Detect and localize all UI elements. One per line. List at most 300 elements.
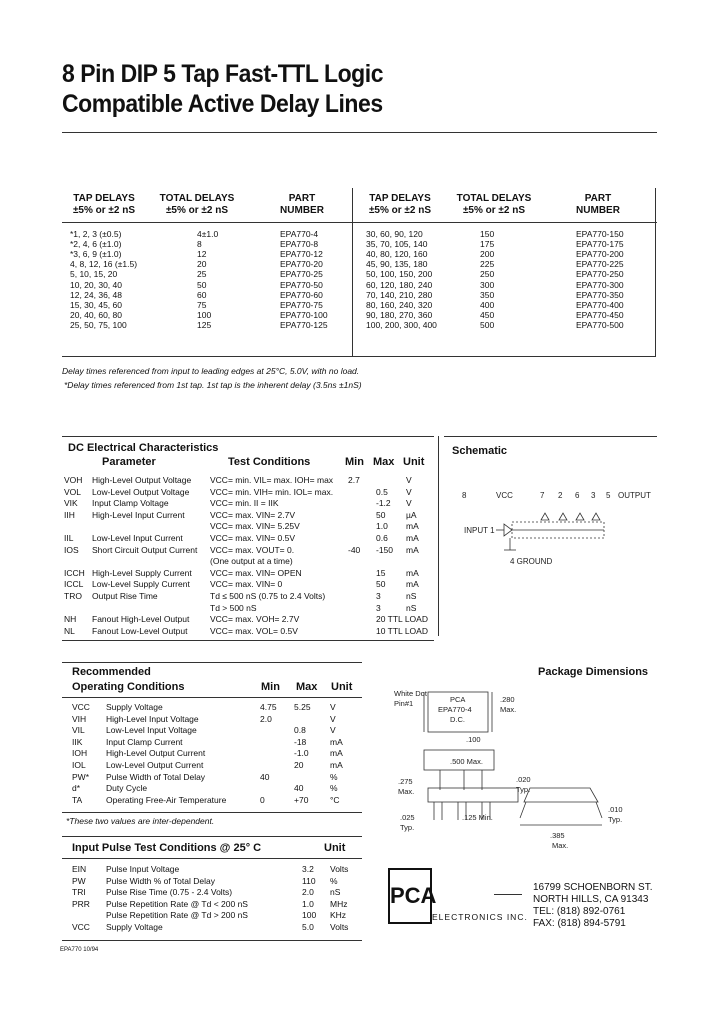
schematic-input-label: INPUT 1 bbox=[464, 526, 495, 535]
rec-row bbox=[62, 725, 362, 736]
package-dim-010: .010 bbox=[608, 805, 623, 814]
rec-parameter: Duty Cycle bbox=[106, 783, 148, 794]
delay-part: EPA770-500 bbox=[576, 319, 624, 330]
pulse-parameter: Pulse Repetition Rate @ Td < 200 nS bbox=[106, 898, 248, 909]
rec-unit: mA bbox=[330, 760, 343, 770]
package-dim-275-max: Max. bbox=[398, 787, 415, 796]
delay-row bbox=[356, 239, 646, 249]
dc-max: 1.0 bbox=[376, 521, 388, 532]
schematic-ground-label: 4 GROUND bbox=[510, 557, 553, 566]
dc-condition: VCC= min. VIL= max. IOH= max bbox=[210, 475, 334, 485]
delay-row bbox=[62, 259, 352, 269]
dc-symbol: NH bbox=[64, 614, 77, 625]
package-dim-385-max: Max. bbox=[552, 841, 569, 850]
delay-note-1: Delay times referenced from input to leading edges at 25°C, 5.0V, with no load. bbox=[62, 366, 360, 376]
delay-row bbox=[356, 269, 646, 279]
title-line-1: 8 Pin DIP 5 Tap Fast-TTL Logic bbox=[62, 60, 384, 88]
rec-unit: V bbox=[330, 725, 336, 736]
dc-header-max: Max bbox=[373, 456, 395, 468]
pulse-header-rule bbox=[62, 858, 362, 859]
delay-total: 25 bbox=[197, 269, 207, 280]
delay-row bbox=[356, 310, 646, 320]
pulse-symbol: PW bbox=[72, 875, 86, 886]
pulse-row bbox=[62, 922, 362, 933]
delay-tap: 50, 100, 150, 200 bbox=[366, 269, 433, 280]
rec-header-rule bbox=[62, 697, 362, 698]
delay-row bbox=[356, 320, 646, 330]
delay-tap: *3, 6, 9 (±1.0) bbox=[70, 249, 122, 260]
delay-row bbox=[62, 239, 352, 249]
delay-total: 60 bbox=[197, 289, 207, 300]
rec-row bbox=[62, 772, 362, 783]
rec-row bbox=[62, 714, 362, 725]
pulse-parameter: Pulse Width % of Total Delay bbox=[106, 875, 215, 886]
dc-schematic-divider bbox=[438, 436, 439, 636]
delay-total: 250 bbox=[480, 269, 495, 280]
dc-parameter: Fanout Low-Level Output bbox=[92, 625, 188, 636]
delay-total: 350 bbox=[480, 289, 495, 300]
dc-row bbox=[62, 545, 438, 556]
pulse-value: 100 bbox=[302, 910, 317, 921]
dc-row bbox=[62, 487, 438, 498]
dc-condition: VCC= max. VIN= 2.7V bbox=[210, 509, 296, 520]
delay-header-rule bbox=[62, 222, 657, 223]
package-dim-500: .500 Max. bbox=[450, 757, 483, 766]
dc-symbol: ICCH bbox=[64, 567, 85, 578]
company-address bbox=[533, 882, 653, 930]
rec-row bbox=[62, 795, 362, 806]
delay-tap: 80, 160, 240, 320 bbox=[366, 299, 433, 310]
pulse-value: 110 bbox=[302, 875, 316, 886]
schematic-pin-5: 5 bbox=[606, 491, 611, 500]
package-dim-385: .385 bbox=[550, 831, 565, 840]
dc-condition: Td > 500 nS bbox=[210, 602, 257, 613]
delay-tap: 90, 180, 270, 360 bbox=[366, 309, 433, 320]
pulse-row bbox=[62, 876, 362, 887]
dc-condition: VCC= max. VOL= 0.5V bbox=[210, 625, 298, 636]
delay-total: 450 bbox=[480, 309, 495, 320]
rec-max: -18 bbox=[294, 736, 307, 747]
dc-unit: nS bbox=[406, 602, 417, 613]
rec-max: 0.8 bbox=[294, 725, 306, 736]
delay-row bbox=[356, 300, 646, 310]
rec-unit: mA bbox=[330, 748, 343, 759]
delay-total: 175 bbox=[480, 239, 495, 250]
pulse-unit: KHz bbox=[330, 910, 347, 921]
rec-parameter: Low-Level Input Voltage bbox=[106, 725, 197, 736]
rec-max: 5.25 bbox=[294, 702, 311, 712]
delay-tap: 40, 80, 120, 160 bbox=[366, 249, 428, 260]
delay-row bbox=[62, 229, 352, 239]
rec-unit: % bbox=[330, 783, 338, 794]
rec-min: 4.75 bbox=[260, 702, 277, 712]
pulse-unit: Volts bbox=[330, 864, 349, 874]
dc-parameter: High-Level Input Current bbox=[92, 509, 185, 520]
delay-part: EPA770-20 bbox=[280, 259, 323, 270]
dc-unit: V bbox=[406, 498, 412, 509]
delay-row bbox=[62, 290, 352, 300]
pulse-row bbox=[62, 864, 362, 875]
dc-symbol: VOH bbox=[64, 475, 83, 485]
rec-min: 40 bbox=[260, 771, 270, 782]
dc-symbol: IOS bbox=[64, 544, 79, 555]
header-total-delays-right: TOTAL DELAYS ±5% or ±2 nS bbox=[456, 193, 532, 216]
rec-max: +70 bbox=[294, 794, 309, 805]
company-address-2: NORTH HILLS, CA 91343 bbox=[533, 894, 649, 905]
package-dim-275: .275 bbox=[398, 777, 413, 786]
schematic-top-rule bbox=[444, 436, 657, 437]
dc-condition: VCC= max. VOH= 2.7V bbox=[210, 614, 300, 625]
schematic-pin-vcc: VCC bbox=[496, 491, 513, 500]
pulse-value: 1.0 bbox=[302, 898, 314, 909]
delay-tap: 35, 70, 105, 140 bbox=[366, 239, 428, 250]
delay-tap: 30, 60, 90, 120 bbox=[366, 229, 423, 239]
dc-unit: nS bbox=[406, 591, 417, 601]
pulse-symbol: VCC bbox=[72, 922, 90, 932]
rec-symbol: VIL bbox=[72, 725, 85, 736]
delay-tap: 25, 50, 75, 100 bbox=[70, 319, 127, 330]
rec-parameter: Pulse Width of Total Delay bbox=[106, 771, 206, 782]
package-pin1: Pin#1 bbox=[394, 699, 414, 708]
delay-total: 150 bbox=[480, 229, 495, 239]
dc-row bbox=[62, 475, 438, 486]
delay-total: 125 bbox=[197, 319, 212, 330]
delay-row bbox=[356, 290, 646, 300]
company-address-1: 16799 SCHOENBORN ST. bbox=[533, 882, 653, 893]
rec-row bbox=[62, 748, 362, 759]
rec-parameter: High-Level Output Current bbox=[106, 748, 206, 759]
rec-parameter: Low-Level Output Current bbox=[106, 760, 204, 770]
delay-part: EPA770-200 bbox=[576, 249, 624, 260]
dc-parameter: Input Clamp Voltage bbox=[92, 498, 169, 509]
rec-header-min: Min bbox=[261, 681, 280, 693]
package-dim-010-typ: Typ. bbox=[608, 815, 623, 824]
package-label-pca: PCA bbox=[450, 695, 466, 704]
pulse-symbol: PRR bbox=[72, 898, 90, 909]
dc-header-unit: Unit bbox=[403, 456, 425, 468]
pulse-bottom-rule bbox=[62, 940, 362, 941]
pulse-parameter: Pulse Rise Time (0.75 - 2.4 Volts) bbox=[106, 887, 233, 898]
pulse-header-unit: Unit bbox=[324, 842, 346, 854]
pulse-symbol: TRI bbox=[72, 887, 86, 898]
schematic-pin-3: 3 bbox=[591, 491, 596, 500]
delay-tap: *1, 2, 3 (±0.5) bbox=[70, 229, 122, 239]
header-part-number: PART NUMBER bbox=[280, 193, 324, 216]
dc-parameter: Low-Level Output Voltage bbox=[92, 486, 190, 497]
package-drawing bbox=[380, 680, 660, 855]
delay-row bbox=[356, 280, 646, 290]
delay-part: EPA770-4 bbox=[280, 229, 319, 239]
delay-tap: 100, 200, 300, 400 bbox=[366, 319, 437, 330]
rec-header-max: Max bbox=[296, 681, 318, 693]
dc-unit: mA bbox=[406, 533, 419, 543]
schematic-title: Schematic bbox=[452, 445, 508, 457]
footer-code: EPA770 10/94 bbox=[60, 947, 99, 953]
rec-min: 2.0 bbox=[260, 713, 272, 724]
dc-unit: mA bbox=[406, 579, 419, 590]
rec-symbol: d* bbox=[72, 783, 81, 794]
rec-min: 0 bbox=[260, 794, 265, 805]
delay-total: 20 bbox=[197, 259, 207, 270]
delay-table-right-rule bbox=[655, 188, 656, 356]
delay-row bbox=[356, 259, 646, 269]
dc-row bbox=[62, 579, 438, 590]
schematic-pin-7: 7 bbox=[540, 491, 545, 500]
rec-max: 40 bbox=[294, 783, 304, 794]
package-dim-025: .025 bbox=[400, 813, 415, 822]
pulse-parameter: Pulse Input Voltage bbox=[106, 864, 180, 874]
delay-part: EPA770-125 bbox=[280, 319, 328, 330]
header-part-number-right: PART NUMBER bbox=[576, 193, 620, 216]
delay-tap: 5, 10, 15, 20 bbox=[70, 269, 118, 280]
dc-min: 2.7 bbox=[348, 475, 360, 485]
rec-top-rule bbox=[62, 662, 362, 663]
delay-total: 4±1.0 bbox=[197, 229, 219, 239]
rec-row bbox=[62, 783, 362, 794]
dc-row bbox=[62, 498, 438, 509]
rec-unit: % bbox=[330, 771, 338, 782]
package-label-dc: D.C. bbox=[450, 715, 465, 724]
schematic-pin-2: 2 bbox=[558, 491, 563, 500]
package-title: Package Dimensions bbox=[538, 666, 649, 678]
schematic-pin-8: 8 bbox=[462, 491, 467, 500]
dc-max: -1.2 bbox=[376, 498, 391, 509]
dc-header-parameter: Parameter bbox=[102, 456, 156, 468]
dc-parameter: High-Level Supply Current bbox=[92, 567, 192, 578]
dc-symbol: IIL bbox=[64, 533, 74, 543]
delay-tap: 12, 24, 36, 48 bbox=[70, 289, 122, 300]
delay-tap: 70, 140, 210, 280 bbox=[366, 289, 433, 300]
dc-min: -40 bbox=[348, 544, 361, 555]
delay-total: 300 bbox=[480, 279, 495, 290]
rec-title-1: Recommended bbox=[72, 666, 151, 678]
dc-unit: V bbox=[406, 475, 412, 485]
rec-unit: °C bbox=[330, 794, 340, 805]
dc-unit: mA bbox=[406, 567, 419, 578]
delay-total: 400 bbox=[480, 299, 495, 310]
title-line-2: Compatible Active Delay Lines bbox=[62, 90, 383, 118]
dc-max: 3 bbox=[376, 602, 381, 613]
rec-row bbox=[62, 737, 362, 748]
pulse-unit: Volts bbox=[330, 922, 349, 932]
pulse-row bbox=[62, 887, 362, 898]
rec-parameter: Supply Voltage bbox=[106, 702, 163, 712]
dc-unit: mA bbox=[406, 521, 419, 532]
pulse-parameter: Supply Voltage bbox=[106, 922, 163, 932]
delay-part: EPA770-25 bbox=[280, 269, 323, 280]
package-dim-280: .280 bbox=[500, 695, 515, 704]
delay-part: EPA770-350 bbox=[576, 289, 624, 300]
dc-title: DC Electrical Characteristics bbox=[68, 442, 219, 454]
header-total-delays: TOTAL DELAYS ±5% or ±2 nS bbox=[159, 193, 235, 216]
delay-part: EPA770-12 bbox=[280, 249, 323, 260]
dc-max: 50 bbox=[376, 509, 386, 520]
delay-row bbox=[62, 280, 352, 290]
delay-row bbox=[356, 249, 646, 259]
rec-title-2: Operating Conditions bbox=[72, 681, 185, 693]
header-tap-delays: TAP DELAYS ±5% or ±2 nS bbox=[72, 193, 136, 216]
delay-total: 75 bbox=[197, 299, 207, 310]
delay-row bbox=[62, 310, 352, 320]
dc-row bbox=[62, 521, 438, 532]
delay-row bbox=[356, 229, 646, 239]
package-dim-125: .125 Min. bbox=[462, 813, 493, 822]
delay-row bbox=[62, 269, 352, 279]
delay-tap: 20, 40, 60, 80 bbox=[70, 309, 122, 320]
dc-max: 0.6 bbox=[376, 533, 388, 543]
pulse-symbol: EIN bbox=[72, 864, 87, 874]
dc-condition: Td ≤ 500 nS (0.75 to 2.4 Volts) bbox=[210, 591, 326, 601]
delay-total: 8 bbox=[197, 239, 202, 250]
rec-symbol: IOH bbox=[72, 748, 88, 759]
pulse-unit: nS bbox=[330, 887, 341, 898]
package-dim-025-typ: Typ. bbox=[400, 823, 415, 832]
delay-row bbox=[62, 300, 352, 310]
dc-row bbox=[62, 591, 438, 602]
dc-parameter: Low-Level Input Current bbox=[92, 533, 183, 543]
rec-unit: V bbox=[330, 713, 336, 724]
pulse-parameter: Pulse Repetition Rate @ Td > 200 nS bbox=[106, 910, 248, 921]
delay-tap: 45, 90, 135, 180 bbox=[366, 259, 428, 270]
delay-tap: *2, 4, 6 (±1.0) bbox=[70, 239, 122, 250]
dc-max: -150 bbox=[376, 544, 394, 555]
dc-row bbox=[62, 568, 438, 579]
schematic-lines bbox=[496, 513, 604, 550]
rec-parameter: Input Clamp Current bbox=[106, 736, 183, 747]
delay-total: 225 bbox=[480, 259, 495, 270]
dc-condition: VCC= max. VIN= 0.5V bbox=[210, 533, 296, 543]
pulse-unit: % bbox=[330, 875, 338, 886]
company-logo: PCA bbox=[388, 868, 432, 924]
dc-parameter: Short Circuit Output Current bbox=[92, 544, 198, 555]
dc-condition: VCC= min. II = IIK bbox=[210, 498, 279, 509]
package-dim-280-max: Max. bbox=[500, 705, 517, 714]
dc-condition: VCC= max. VIN= 0 bbox=[210, 579, 283, 590]
delay-part: EPA770-50 bbox=[280, 279, 323, 290]
title-divider bbox=[62, 132, 657, 133]
dc-parameter: High-Level Output Voltage bbox=[92, 475, 192, 485]
dc-condition: VCC= min. VIH= min. IOL= max. bbox=[210, 486, 334, 497]
delay-part: EPA770-75 bbox=[280, 299, 323, 310]
delay-total: 100 bbox=[197, 309, 212, 320]
delay-part: EPA770-60 bbox=[280, 289, 323, 300]
dc-condition: (One output at a time) bbox=[210, 556, 293, 567]
rec-symbol: PW* bbox=[72, 771, 89, 782]
rec-parameter: High-Level Input Voltage bbox=[106, 713, 199, 724]
package-white-dot: White Dot bbox=[394, 689, 427, 698]
pulse-value: 2.0 bbox=[302, 887, 314, 898]
dc-parameter: Fanout High-Level Output bbox=[92, 614, 190, 625]
delay-tap: 4, 8, 12, 16 (±1.5) bbox=[70, 259, 138, 270]
package-label-part: EPA770-4 bbox=[438, 705, 472, 714]
delay-part: EPA770-450 bbox=[576, 309, 624, 320]
pulse-top-rule bbox=[62, 836, 362, 837]
rec-unit: mA bbox=[330, 736, 343, 747]
rec-row bbox=[62, 760, 362, 771]
delay-total: 12 bbox=[197, 249, 207, 260]
dc-max: 15 bbox=[376, 567, 386, 578]
pulse-title: Input Pulse Test Conditions @ 25° C bbox=[72, 842, 262, 854]
package-dim-100: .100 bbox=[466, 735, 481, 744]
delay-tap: 60, 120, 180, 240 bbox=[366, 279, 433, 290]
rec-symbol: IOL bbox=[72, 760, 86, 770]
delay-bottom-rule bbox=[62, 356, 656, 357]
dc-condition: VCC= max. VIN= OPEN bbox=[210, 567, 302, 578]
schematic-diagram bbox=[448, 480, 658, 580]
delay-total: 50 bbox=[197, 279, 207, 290]
rec-row bbox=[62, 702, 362, 713]
dc-top-rule bbox=[62, 436, 434, 437]
dc-symbol: IIH bbox=[64, 509, 75, 520]
rec-max: -1.0 bbox=[294, 748, 309, 759]
pulse-value: 3.2 bbox=[302, 864, 314, 874]
dc-row bbox=[62, 556, 438, 567]
dc-symbol: ICCL bbox=[64, 579, 84, 590]
company-dash bbox=[494, 894, 522, 895]
delay-part: EPA770-150 bbox=[576, 229, 624, 239]
dc-symbol: VIK bbox=[64, 498, 78, 509]
dc-symbol: TRO bbox=[64, 591, 82, 601]
delay-note-2: *Delay times referenced from 1st tap. 1st tap is the inherent delay (3.5ns ±1nS) bbox=[64, 380, 362, 390]
company-fax: FAX: (818) 894-5791 bbox=[533, 918, 626, 929]
dc-condition: VCC= max. VOUT= 0. bbox=[210, 544, 295, 555]
dc-row bbox=[62, 510, 438, 521]
dc-row bbox=[62, 533, 438, 544]
delay-part: EPA770-100 bbox=[280, 309, 328, 320]
rec-parameter: Operating Free-Air Temperature bbox=[106, 794, 227, 805]
delay-tap: 10, 20, 30, 40 bbox=[70, 279, 122, 290]
rec-symbol: VCC bbox=[72, 702, 90, 712]
company-electronics: ELECTRONICS INC. bbox=[432, 912, 528, 922]
dc-parameter: Low-Level Supply Current bbox=[92, 579, 190, 590]
dc-parameter: Output Rise Time bbox=[92, 591, 158, 601]
rec-unit: V bbox=[330, 702, 336, 712]
package-dim-020-typ: Typ. bbox=[516, 785, 531, 794]
company-tel: TEL: (818) 892-0761 bbox=[533, 906, 626, 917]
pulse-row bbox=[62, 899, 362, 910]
dc-symbol: VOL bbox=[64, 486, 82, 497]
dc-header-min: Min bbox=[345, 456, 364, 468]
pulse-row bbox=[62, 910, 362, 921]
dc-unit: V bbox=[406, 486, 412, 497]
header-tap-delays-right: TAP DELAYS ±5% or ±2 nS bbox=[368, 193, 432, 216]
schematic-pin-6: 6 bbox=[575, 491, 580, 500]
rec-bottom-rule bbox=[62, 812, 362, 813]
dc-row bbox=[62, 603, 438, 614]
delay-total: 200 bbox=[480, 249, 495, 260]
dc-max: 3 bbox=[376, 591, 381, 601]
delay-row bbox=[62, 249, 352, 259]
rec-symbol: TA bbox=[72, 794, 83, 805]
rec-header-unit: Unit bbox=[331, 681, 353, 693]
dc-header-test-conditions: Test Conditions bbox=[228, 456, 311, 468]
delay-part: EPA770-175 bbox=[576, 239, 624, 250]
dc-max: 0.5 bbox=[376, 486, 388, 497]
delay-part: EPA770-8 bbox=[280, 239, 319, 250]
dc-unit: mA bbox=[406, 544, 419, 555]
delay-part: EPA770-250 bbox=[576, 269, 624, 280]
rec-max: 20 bbox=[294, 760, 304, 770]
dc-symbol: NL bbox=[64, 625, 75, 636]
dc-max: 10 TTL LOAD bbox=[376, 625, 428, 636]
dc-row bbox=[62, 614, 438, 625]
rec-note: *These two values are inter-dependent. bbox=[66, 816, 215, 826]
delay-part: EPA770-400 bbox=[576, 299, 624, 310]
delay-table-divider bbox=[352, 188, 353, 356]
delay-row bbox=[62, 320, 352, 330]
rec-symbol: IIK bbox=[72, 736, 83, 747]
pulse-value: 5.0 bbox=[302, 922, 314, 932]
